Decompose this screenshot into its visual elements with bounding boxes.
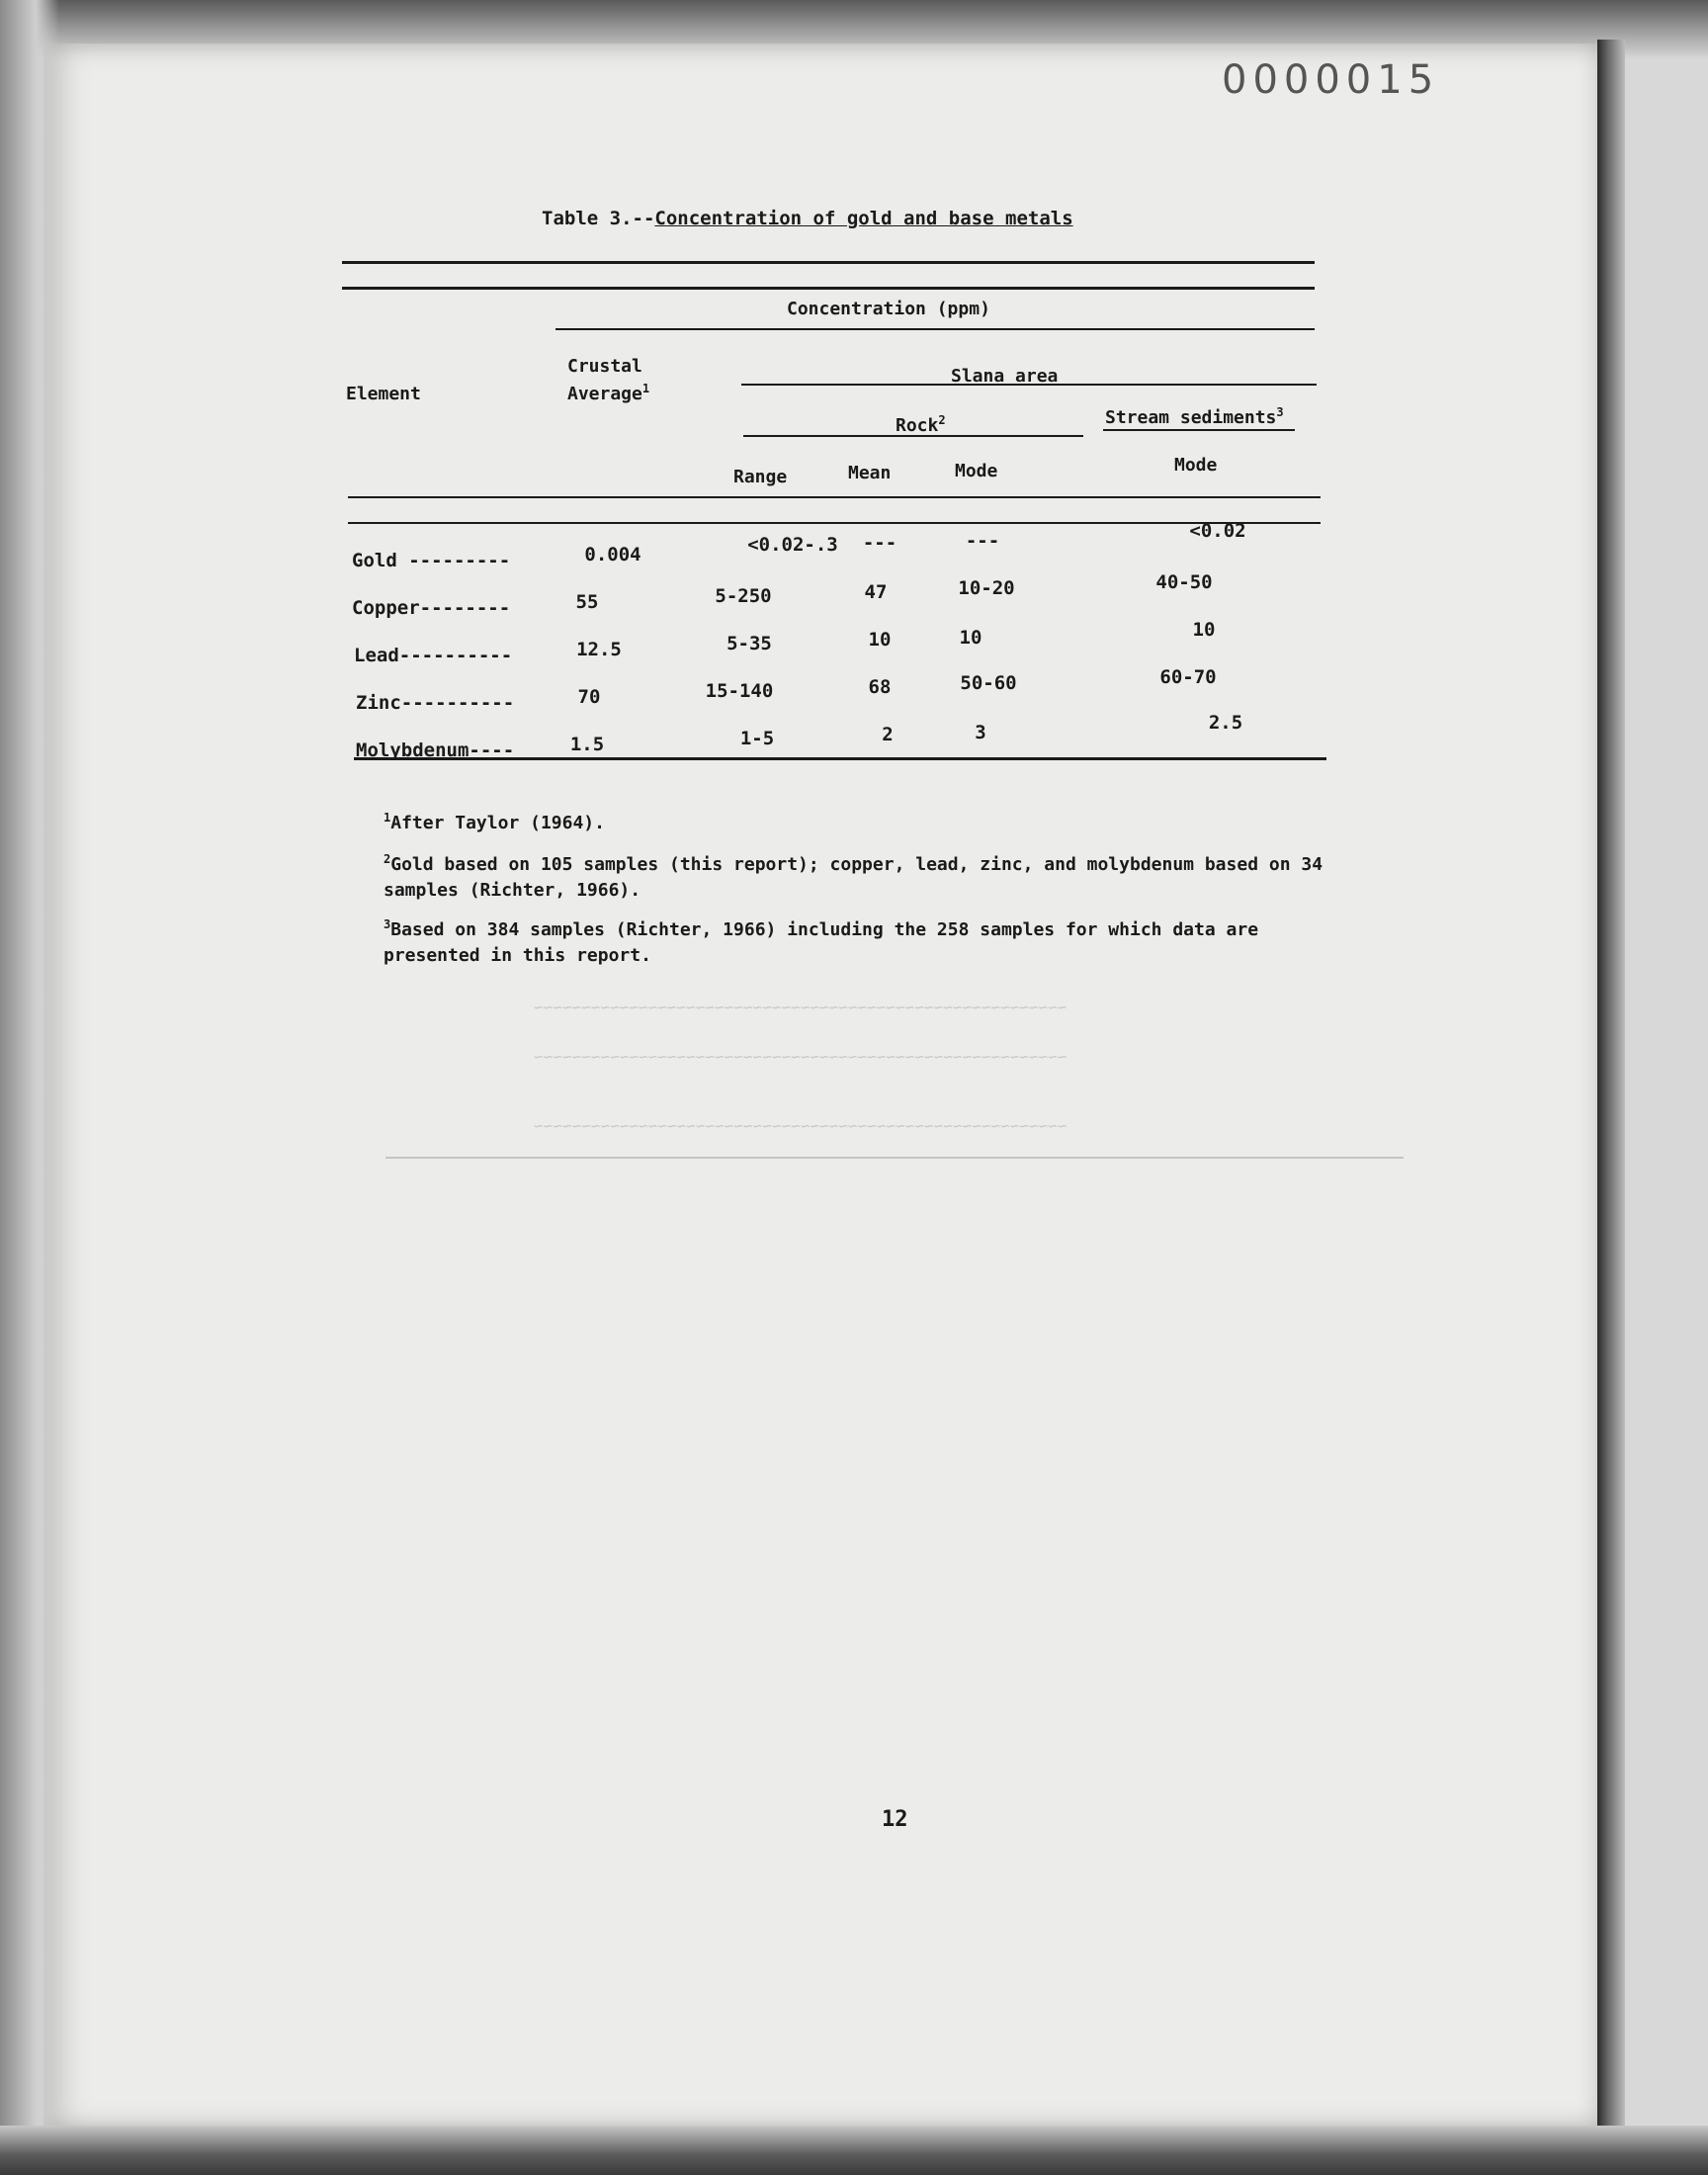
cell-stream-mode: 60-70 bbox=[1159, 666, 1217, 688]
cell-element: Molybdenum---- bbox=[356, 740, 515, 761]
header-bottom-rule-upper bbox=[348, 496, 1321, 498]
stream-text: Stream sediments bbox=[1105, 407, 1277, 428]
header-element: Element bbox=[346, 384, 421, 404]
cell-crustal: 1.5 bbox=[569, 734, 605, 755]
header-mean: Mean bbox=[848, 463, 892, 483]
header-crustal-average bbox=[567, 356, 649, 405]
footnote-2-num: 2 bbox=[384, 852, 391, 866]
cell-mode: 10 bbox=[959, 627, 982, 649]
caption-title: Concentration of gold and base metals bbox=[654, 208, 1073, 229]
cell-mode: 10-20 bbox=[958, 577, 1015, 599]
scan-bottom-edge bbox=[0, 2126, 1708, 2175]
header-mode: Mode bbox=[955, 461, 998, 481]
cell-range: 5-35 bbox=[726, 633, 772, 654]
footnote-1-num: 1 bbox=[384, 811, 391, 825]
cell-crustal: 12.5 bbox=[576, 639, 622, 660]
cell-range: 15-140 bbox=[705, 680, 774, 702]
footnote-3-num: 3 bbox=[384, 917, 391, 931]
cell-crustal: 0.004 bbox=[584, 544, 641, 566]
document-number: 0000015 bbox=[1222, 57, 1440, 103]
cell-stream-mode: <0.02 bbox=[1189, 520, 1246, 542]
caption-label: Table 3.-- bbox=[542, 208, 655, 229]
rock-footnote-ref: 2 bbox=[938, 413, 946, 427]
rock-text: Rock bbox=[896, 415, 939, 436]
footnote-3-text: Based on 384 samples (Richter, 1966) including the 258 samples for which data are presented in this report. bbox=[384, 919, 1259, 966]
header-range: Range bbox=[733, 467, 788, 487]
page-number: 12 bbox=[882, 1807, 908, 1832]
cell-crustal: 55 bbox=[575, 591, 599, 613]
bleed-through-rule bbox=[385, 1157, 1404, 1159]
crustal-footnote-ref: 1 bbox=[641, 382, 650, 395]
header-stream-mode: Mode bbox=[1174, 455, 1218, 476]
cell-element: Gold --------- bbox=[352, 550, 511, 571]
scan-right-edge bbox=[1597, 40, 1625, 2135]
crustal-line2-text: Average bbox=[567, 384, 642, 404]
cell-stream-mode: 2.5 bbox=[1208, 712, 1243, 734]
crustal-line1: Crustal bbox=[567, 356, 642, 377]
footnote-2-text: Gold based on 105 samples (this report); copper, lead, zinc, and molybdenum based on 34 samples (Richter, 1966). bbox=[384, 854, 1324, 901]
header-stream-sediments bbox=[1105, 405, 1284, 428]
cell-element: Copper-------- bbox=[352, 597, 511, 619]
footnote-2 bbox=[384, 846, 1332, 904]
cell-mean: 68 bbox=[868, 676, 892, 698]
cell-mode: 3 bbox=[975, 722, 986, 743]
scan-left-edge bbox=[0, 0, 59, 2175]
cell-element: Lead---------- bbox=[354, 645, 513, 666]
footnote-3 bbox=[384, 912, 1332, 969]
cell-range: 1-5 bbox=[739, 728, 775, 749]
bleed-through-text: ~~~~~~~~~~~~~~~~~~~~~~~~~~~~~~~~~~~~~~~~~~~~~~~~~~~~~~~~ bbox=[534, 999, 1068, 1017]
header-rock bbox=[896, 413, 946, 436]
header-concentration: Concentration (ppm) bbox=[787, 299, 990, 319]
cell-mean: 10 bbox=[868, 629, 892, 651]
cell-mode: 50-60 bbox=[960, 672, 1017, 694]
cell-crustal: 70 bbox=[577, 686, 601, 708]
table-top-rule-upper bbox=[342, 261, 1315, 264]
bleed-through-text: ~~~~~~~~~~~~~~~~~~~~~~~~~~~~~~~~~~~~~~~~~~~~~~~~~~~~~~~~ bbox=[534, 1048, 1068, 1067]
cell-range: 5-250 bbox=[715, 585, 772, 607]
table-caption bbox=[542, 208, 1073, 229]
cell-mean: --- bbox=[862, 532, 897, 554]
header-slana-area: Slana area bbox=[951, 366, 1059, 387]
footnote-1-text: After Taylor (1964). bbox=[390, 813, 605, 833]
cell-range: <0.02-.3 bbox=[747, 534, 838, 556]
table-top-rule-lower bbox=[342, 287, 1315, 290]
concentration-rule bbox=[555, 328, 1315, 330]
cell-mode: --- bbox=[965, 530, 1000, 552]
footnote-1 bbox=[384, 805, 1332, 836]
document-page bbox=[43, 44, 1605, 2130]
cell-mean: 47 bbox=[864, 581, 888, 603]
cell-element: Zinc---------- bbox=[356, 692, 515, 714]
stream-rule bbox=[1103, 429, 1295, 431]
stream-footnote-ref: 3 bbox=[1276, 405, 1284, 419]
bleed-through-text: ~~~~~~~~~~~~~~~~~~~~~~~~~~~~~~~~~~~~~~~~~~~~~~~~~~~~~~~~ bbox=[534, 1117, 1068, 1136]
cell-stream-mode: 40-50 bbox=[1155, 571, 1213, 593]
cell-mean: 2 bbox=[882, 724, 894, 745]
crustal-line2 bbox=[567, 378, 649, 405]
cell-stream-mode: 10 bbox=[1192, 619, 1216, 641]
